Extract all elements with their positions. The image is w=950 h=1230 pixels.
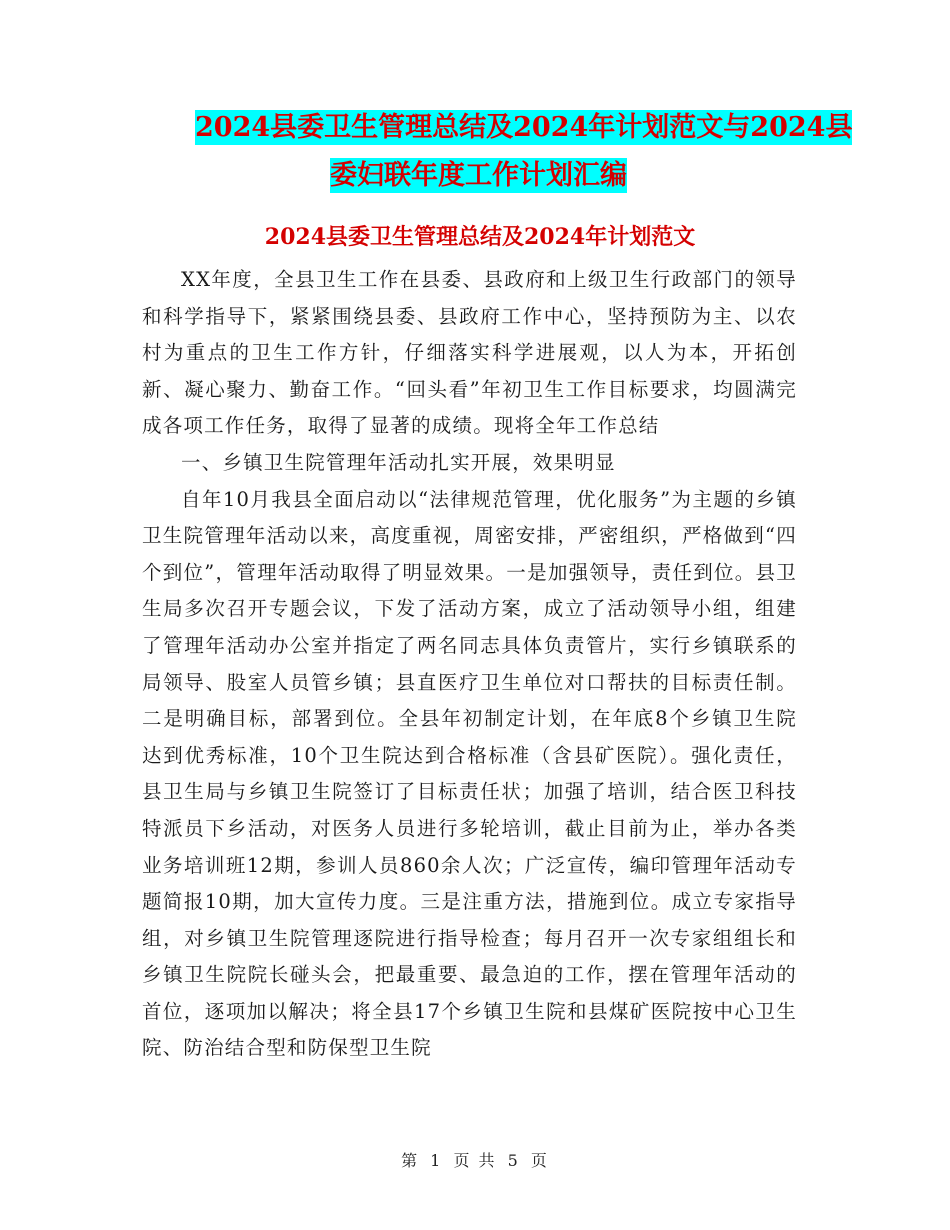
footer-middle: 页 共	[453, 1151, 497, 1170]
paragraph-heading-1: 一、乡镇卫生院管理年活动扎实开展，效果明显	[181, 450, 616, 474]
footer-page-number: 1	[430, 1151, 443, 1170]
page-footer	[0, 1148, 950, 1171]
document-body	[142, 262, 797, 1067]
main-title-line-2: 委妇联年度工作计划汇编	[330, 160, 627, 191]
footer-prefix: 第	[401, 1151, 420, 1170]
footer-total-pages: 5	[507, 1151, 520, 1170]
main-title	[140, 104, 853, 200]
main-title-line-1: 2024县委卫生管理总结及2024年计划范文与2024县	[195, 112, 853, 143]
paragraph-intro: XX年度，全县卫生工作在县委、县政府和上级卫生行政部门的领导和科学指导下，紧紧围绕县委、县政府工作中心，坚持预防为主、以农村为重点的卫生工作方针，仔细落实科学进展观，以人为本，开拓创新、凝心聚力、勤奋工作。“回头看”年初卫生工作目标要求，均圆满完成各项工作任务，取得了显著的成绩。现将全年工作总结	[142, 268, 797, 438]
paragraph-management-year: 自年10月我县全面启动以“法律规范管理，优化服务”为主题的乡镇卫生院管理年活动以来，高度重视，周密安排，严密组织，严格做到“四个到位”，管理年活动取得了明显效果。一是加强领导，责任到位。县卫生局多次召开专题会议，下发了活动方案，成立了活动领导小组，组建了管理年活动办公室并指定了两名同志具体负责管片，实行乡镇联系的局领导、股室人员管乡镇；县直医疗卫生单位对口帮扶的目标责任制。二是明确目标，部署到位。全县年初制定计划，在年底8个乡镇卫生院达到优秀标准，10个卫生院达到合格标准（含县矿医院）。强化责任，县卫生局与乡镇卫生院签订了目标责任状；加强了培训，结合医卫科技特派员下乡活动，对医务人员进行多轮培训，截止目前为止，举办各类业务培训班12期，参训人员860余人次；广泛宣传，编印管理年活动专题简报10期，加大宣传力度。三是注重方法，措施到位。成立专家指导组，对乡镇卫生院管理逐院进行指导检查；每月召开一次专家组组长和乡镇卫生院院长碰头会，把最重要、最急迫的工作，摆在管理年活动的首位，逐项加以解决；将全县17个乡镇卫生院和县煤矿医院按中心卫生院、防治结合型和防保型卫生院	[142, 487, 797, 1060]
footer-suffix: 页	[530, 1151, 549, 1170]
section-title: 2024县委卫生管理总结及2024年计划范文	[264, 224, 696, 250]
